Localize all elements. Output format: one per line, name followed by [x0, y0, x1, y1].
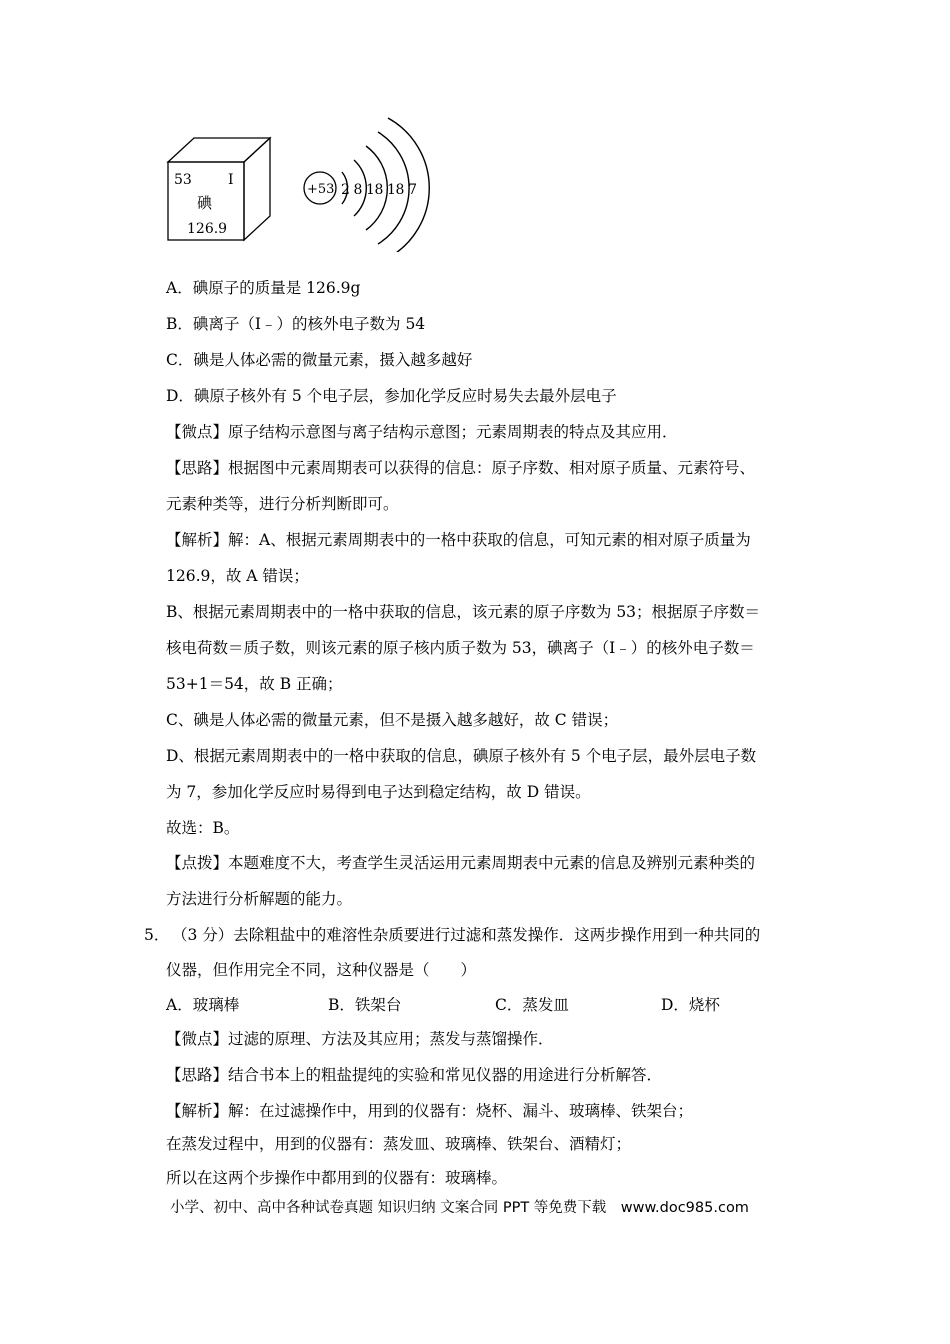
q5-option-c: C．蒸发皿	[495, 996, 569, 1014]
q4-option-b: B．碘离子（I﹣）的核外电子数为 54	[166, 315, 426, 333]
q5-silu: 【思路】结合书本上的粗盐提纯的实验和常见仪器的用途进行分析解答．	[166, 1066, 663, 1084]
q4-option-d: D．碘原子核外有 5 个电子层，参加化学反应时易失去最外层电子	[166, 387, 617, 405]
q5-stem-line1: （3 分）去除粗盐中的难溶性杂质要进行过滤和蒸发操作．这两步操作用到一种共同的	[172, 926, 761, 944]
q4-option-c: C．碘是人体必需的微量元素，摄入越多越好	[166, 351, 473, 369]
q5-jiexi-line2: 在蒸发过程中，用到的仪器有：蒸发皿、玻璃棒、铁架台、酒精灯；	[166, 1135, 632, 1153]
q4-silu-line2: 元素种类等，进行分析判断即可。	[166, 495, 399, 513]
element-symbol: I	[228, 172, 234, 188]
iodine-diagram	[160, 112, 430, 252]
q4-jiexi-line7: D、根据元素周期表中的一格中获取的信息，碘原子核外有 5 个电子层，最外层电子数	[166, 747, 757, 765]
q4-dianbo-line1: 【点拨】本题难度不大，考查学生灵活运用元素周期表中元素的信息及辨别元素种类的	[166, 854, 756, 872]
q4-weidian: 【微点】原子结构示意图与离子结构示意图；元素周期表的特点及其应用．	[166, 423, 678, 441]
q4-jiexi-line4: 核电荷数＝质子数，则该元素的原子核内质子数为 53，碘离子（I﹣）的核外电子数＝	[166, 639, 755, 657]
q5-weidian: 【微点】过滤的原理、方法及其应用；蒸发与蒸馏操作．	[166, 1030, 554, 1048]
footer-promo: 小学、初中、高中各种试卷真题 知识归纳 文案合同 PPT 等免费下载 www.doc985.com	[170, 1200, 749, 1216]
q5-jiexi-line1: 【解析】解：在过滤操作中，用到的仪器有：烧杯、漏斗、玻璃棒、铁架台；	[166, 1102, 694, 1120]
q4-jiexi-line1: 【解析】解：A、根据元素周期表中的一格中获取的信息，可知元素的相对原子质量为	[166, 531, 751, 549]
q4-dianbo-line2: 方法进行分析解题的能力。	[166, 890, 353, 908]
q4-jiexi-line2: 126.9，故 A 错误；	[166, 567, 309, 585]
atomic-number: 53	[174, 172, 192, 188]
atomic-mass: 126.9	[187, 221, 228, 237]
q5-option-a: A．玻璃棒	[166, 996, 240, 1014]
nucleus-charge: +53	[307, 182, 335, 197]
q4-jiexi-line5: 53+1＝54，故 B 正确；	[166, 675, 343, 693]
q4-option-a: A．碘原子的质量是 126.9g	[166, 279, 361, 297]
q4-jiexi-line3: B、根据元素周期表中的一格中获取的信息，该元素的原子序数为 53；根据原子序数＝	[166, 603, 761, 621]
q5-option-b: B．铁架台	[328, 996, 402, 1014]
iodine-figure	[160, 112, 430, 252]
q4-answer: 故选：B。	[166, 819, 240, 837]
element-name: 碘	[197, 194, 213, 212]
q5-options	[166, 993, 766, 1015]
q5-number: 5．	[144, 926, 170, 944]
q5-stem-line2: 仪器，但作用完全不同，这种仪器是（ ）	[166, 961, 477, 979]
shell-electron-counts: 2 8 18 18 7	[341, 182, 417, 198]
q4-silu-line1: 【思路】根据图中元素周期表可以获得的信息：原子序数、相对原子质量、元素符号、	[166, 459, 756, 477]
q5-jiexi-line3: 所以在这两个步操作中都用到的仪器有：玻璃棒。	[166, 1169, 508, 1187]
q4-jiexi-line6: C、碘是人体必需的微量元素，但不是摄入越多越好，故 C 错误；	[166, 711, 619, 729]
q4-jiexi-line8: 为 7，参加化学反应时易得到电子达到稳定结构，故 D 错误。	[166, 783, 591, 801]
q5-option-d: D．烧杯	[661, 996, 720, 1014]
